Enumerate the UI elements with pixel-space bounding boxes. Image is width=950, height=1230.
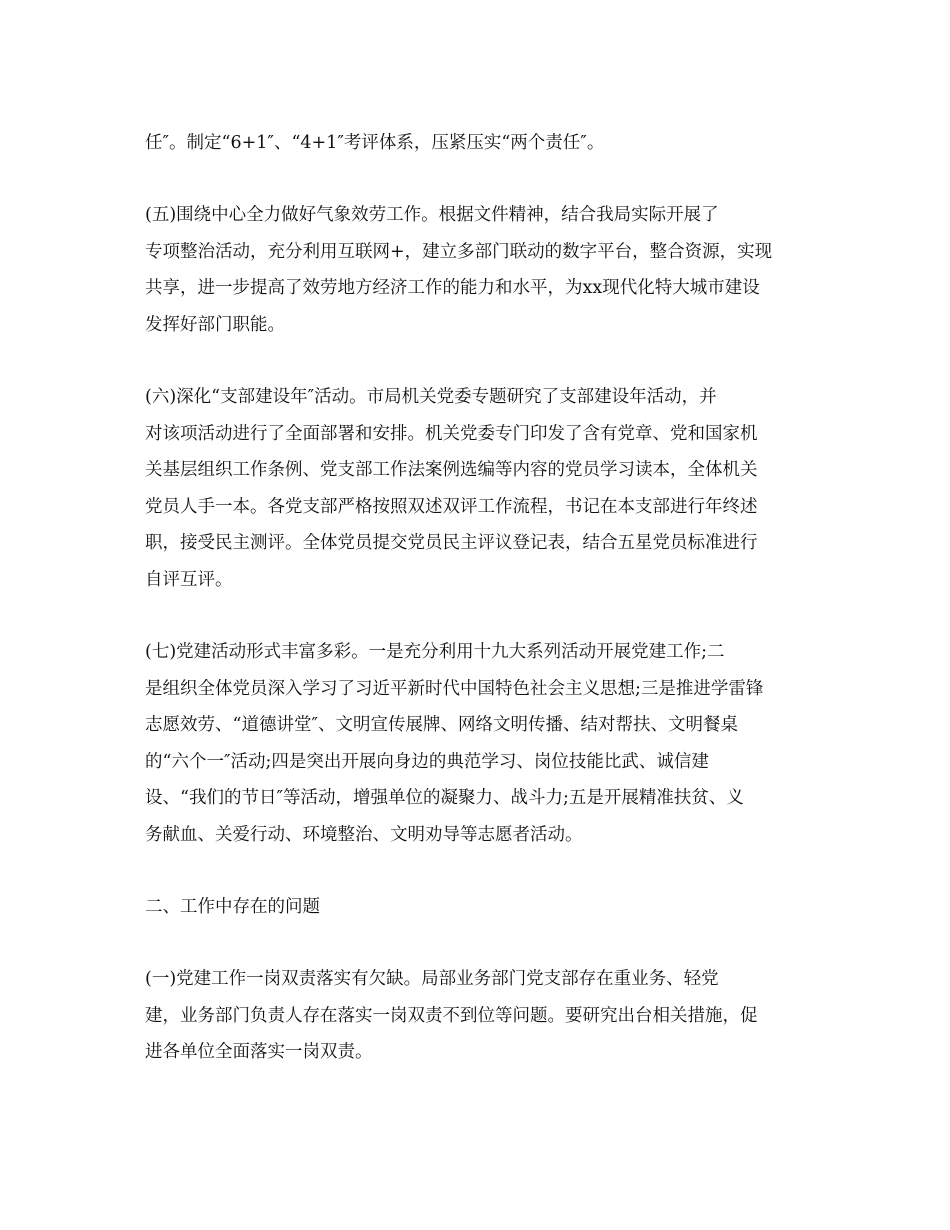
section-heading-problems: 二、工作中存在的问题 [145, 897, 320, 917]
paragraph-dual-responsibility: (一)党建工作一岗双责落实有欠缺。局部业务部门党支部存在重业务、轻党 建，业务部门负责人存在落实一岗双责不到位等问题。要研究出台相关措施，促 进各单位全面落实一岗双责。 [145, 969, 758, 1062]
paragraph-party-activities: (七)党建活动形式丰富多彩。一是充分利用十九大系列活动开展党建工作;二 是组织全体党员深入学习了习近平新时代中国特色社会主义思想;三是推进学雷锋 志愿效劳、“道德讲堂″、文明宣传展牌、网络文明传播、结对帮扶、文明餐桌 的“六个一″活动;四是突出开展向身边的典范学习、岗位技能比武、诚信建 设、“我们的节日″等活动，增强单位的凝聚力、战斗力;五是开展精准扶贫、义 务献血、关爱行动、环境整治、文明劝导等志愿者活动。 [145, 642, 764, 845]
paragraph-continued-responsibility: 任″。制定“6+1″、“4+1″考评体系，压紧压实“两个责任″。 [145, 133, 605, 153]
paragraph-meteorological-service: (五)围绕中心全力做好气象效劳工作。根据文件精神，结合我局实际开展了 专项整治活动，充分利用互联网+，建立多部门联动的数字平台，整合资源，实现 共享，进一步提高了效劳地方经济工作的能力和水平，为xx现代化特大城市建设 发挥好部门职能。 [145, 205, 773, 335]
paragraph-branch-building-year: (六)深化“支部建设年″活动。市局机关党委专题研究了支部建设年活动，并 对该项活动进行了全面部署和安排。机关党委专门印发了含有党章、党和国家机 关基层组织工作条例、党支部工作法案例选编等内容的党员学习读本，全体机关 党员人手一本。各党支部严格按照双述双评工作流程，书记在本支部进行年终述 职，接受民主测评。全体党员提交党员民主评议登记表，结合五星党员标准进行 自评互评。 [145, 387, 758, 590]
